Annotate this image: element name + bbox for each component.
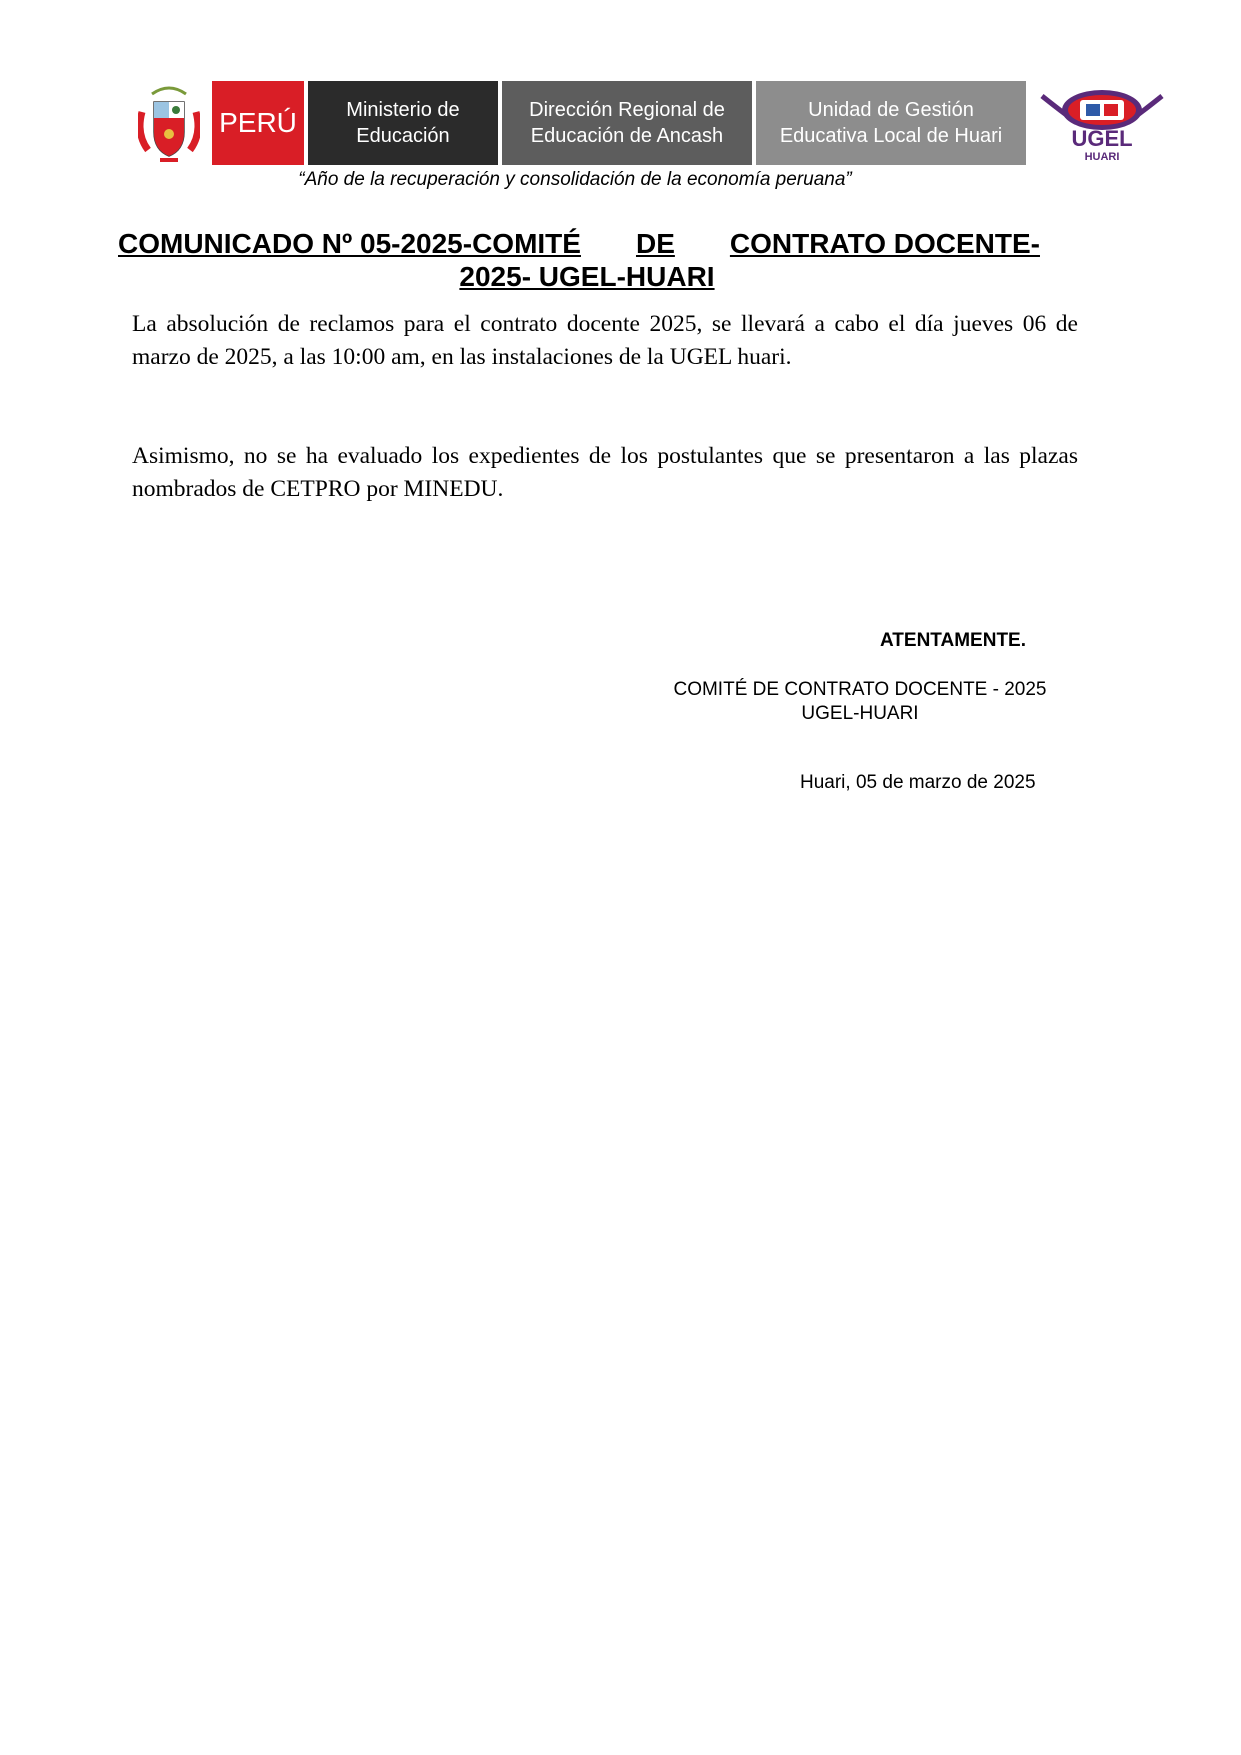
ugel-huari-band	[756, 81, 1026, 165]
body-paragraph-1: La absolución de reclamos para el contrato docente 2025, se llevará a cabo el día jueves 06 de marzo de 2025, a las 10:00 am, en las instalaciones de la UGEL huari.	[132, 311, 1078, 370]
direccion-line2: Educación de Ancash	[530, 125, 724, 147]
communique-title	[118, 227, 1040, 293]
ugel-band-line1: Unidad de Gestión	[808, 99, 974, 121]
closing-salutation: ATENTAMENTE.	[880, 630, 1027, 651]
direccion-line1: Dirección Regional de	[529, 99, 725, 121]
peru-brand-block: PERÚ	[212, 81, 304, 165]
peru-coat-of-arms-icon	[138, 84, 200, 164]
ugel-logo-sub-text: HUARI	[1084, 151, 1120, 163]
signature-line-1: COMITÉ DE CONTRATO DOCENTE - 2025	[673, 679, 1047, 700]
direccion-regional-band	[502, 81, 752, 165]
signature-block	[650, 678, 1070, 726]
title-line-1	[118, 227, 1040, 260]
title-part-3: CONTRATO DOCENTE-	[729, 228, 1040, 259]
year-motto: “Año de la recuperación y consolidación de la economía peruana”	[298, 169, 852, 190]
body-paragraph-2: Asimismo, no se ha evaluado los expedientes de los postulantes que se presentaron a las plazas nombrados de CETPRO por MINEDU.	[132, 443, 1078, 502]
institutional-header	[138, 78, 1168, 166]
ugel-huari-logo-icon	[1036, 82, 1168, 164]
ministerio-line1: Ministerio de	[346, 99, 460, 121]
title-line-2: 2025- UGEL-HUARI	[459, 261, 715, 292]
ministerio-educacion-band	[308, 81, 498, 165]
title-part-2: DE	[635, 228, 675, 259]
place-and-date: Huari, 05 de marzo de 2025	[800, 772, 1036, 793]
ugel-band-line2: Educativa Local de Huari	[779, 125, 1003, 147]
signature-line-2: UGEL-HUARI	[801, 703, 919, 724]
title-part-1: COMUNICADO Nº 05-2025-COMITÉ	[118, 228, 581, 259]
ugel-logo-main-text: UGEL	[1071, 126, 1133, 151]
ministerio-line2: Educación	[356, 125, 450, 147]
